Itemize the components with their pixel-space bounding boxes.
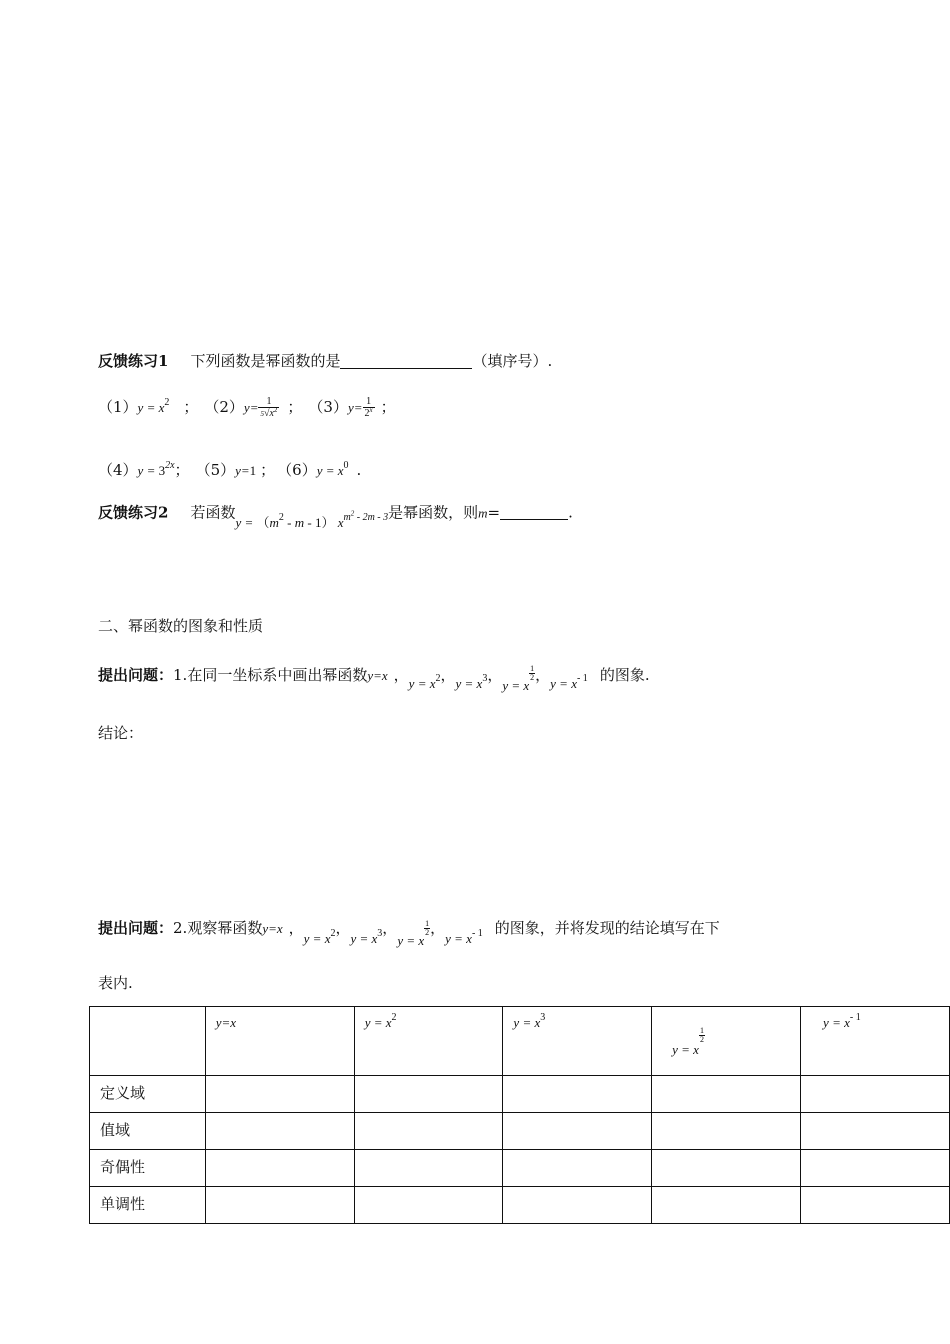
option-5-label: （5） [195,461,236,479]
question-1-text: 1.在同一坐标系中画出幂函数 [173,666,368,684]
end-period: . [356,461,362,479]
separator: ； [260,461,276,479]
question-2-tail: 的图象，并将发现的结论填写在下 [494,919,720,937]
exercise-2-end: . [568,503,573,522]
header-y-x-inverse: $y = x^{- 1}$ [801,1007,950,1076]
table-cell[interactable] [503,1187,652,1224]
formula-x-inverse: $y = x^{- 1}$ [550,673,588,691]
table-cell[interactable] [652,1076,801,1113]
table-row [90,1076,950,1113]
table-cell[interactable] [652,1187,801,1224]
exercise-1-options-row-1 [98,396,396,421]
option-3-formula: y= [347,400,363,415]
table-cell[interactable] [503,1113,652,1150]
table-cell[interactable] [205,1113,354,1150]
conclusion-label: 结论： [98,724,144,742]
row-label-parity: 奇偶性 [90,1150,206,1187]
table-cell[interactable] [354,1113,503,1150]
row-label-monotonicity: 单调性 [90,1187,206,1224]
question-2-text: 2.观察幂函数 [173,919,263,937]
row-label-domain: 定义域 [90,1076,206,1113]
table-cell[interactable] [801,1187,950,1224]
row-label-range: 值域 [90,1113,206,1150]
table-cell[interactable] [503,1150,652,1187]
option-4-label: （4） [98,461,138,479]
table-cell[interactable] [354,1150,503,1187]
option-1-label: （1） [98,398,138,416]
formula-x3: $y = x^3$ [350,928,383,946]
header-y-x: y=x [205,1007,354,1076]
question-1: 提出问题：1.在同一坐标系中画出幂函数y=x ，$y = x^2$，$y = x^3$，y = x $\frac{1}{2}$ ，$y = x^{- 1}$ 的图象. [98,664,650,693]
option-5-formula: y=1 [235,463,257,478]
header-y-x2: $y = x^2$ [354,1007,503,1076]
table-cell[interactable] [503,1076,652,1113]
table-cell[interactable] [354,1187,503,1224]
formula-x-half: y = x $\frac{1}{2}$ [502,664,535,693]
properties-table [89,1006,950,1224]
separator: ； [183,398,199,416]
table-cell[interactable] [205,1076,354,1113]
separator: ； [287,398,303,416]
formula-x-half: y = x $\frac{1}{2}$ [397,919,430,948]
header-y-x-half: y = x $\frac{1}{2}$ [652,1007,801,1076]
option-2-formula: y= [243,400,259,415]
section-heading: 二、幂函数的图象和性质 [98,617,264,635]
exercise-2-variable: m [478,505,488,521]
table-cell[interactable] [652,1113,801,1150]
question-2-continuation: 表内. [98,974,133,992]
table-row [90,1113,950,1150]
formula-y-x: y=x [262,921,283,936]
question-2: 提出问题：2.观察幂函数y=x ，$y = x^2$，$y = x^3$，y = x $\frac{1}{2}$ ，$y = x^{- 1}$ 的图象，并将发现的结论填写在下 [98,919,720,948]
table-row [90,1150,950,1187]
exercise-2-label: 反馈练习2 [98,503,169,522]
table-cell[interactable] [801,1076,950,1113]
option-6-label: （6） [277,461,317,479]
table-cell[interactable] [354,1076,503,1113]
exercise-2-prompt [98,500,573,531]
table-cell[interactable] [652,1150,801,1187]
question-1-tail: 的图象. [599,666,650,684]
exercise-1-options-row-2 [98,459,361,484]
table-header-row [90,1007,950,1076]
table-row [90,1187,950,1224]
formula-x2: $y = x^2$ [408,673,441,691]
formula-x2: $y = x^2$ [303,928,336,946]
option-1-formula: $y = x^2$ [137,397,170,415]
option-3-label: （3） [308,398,348,416]
exercise-1-prompt [98,350,552,372]
exercise-2-question: 若函数 [190,503,236,522]
option-3-fraction: $\frac{1}{2^x}$ [364,396,373,419]
question-2-label: 提出问题： [98,919,174,937]
exercise-2-tail: 是幂函数，则 [388,503,479,522]
table-cell[interactable] [205,1187,354,1224]
separator: ； [174,461,190,479]
option-4-formula: $y = 3^{2x}$ [137,460,175,478]
option-2-fraction: $\frac{1}{5√x^2}$ [260,396,278,419]
formula-x3: $y = x^3$ [455,673,488,691]
exercise-1-question: 下列函数是幂函数的是 [190,352,341,370]
exercise-2-equals: = [487,503,501,522]
formula-y-x: y=x [367,668,388,683]
exercise-2-answer-blank[interactable] [500,505,568,520]
separator: ； [380,398,396,416]
exercise-1-answer-blank[interactable] [340,354,472,369]
exercise-1-label: 反馈练习1 [98,352,169,370]
question-1-label: 提出问题： [98,666,174,684]
table-cell[interactable] [801,1150,950,1187]
table-cell[interactable] [801,1113,950,1150]
exercise-2-formula: $y = (m^2 - m - 1)$ $x^{m^2 - 2m - 3}$ [235,510,389,531]
formula-x-inverse: $y = x^{- 1}$ [445,928,483,946]
option-2-label: （2） [204,398,244,416]
option-6-formula: $y = x^0$ [316,460,349,478]
header-y-x3: $y = x^3$ [503,1007,652,1076]
header-empty-cell [90,1007,206,1076]
table-cell[interactable] [205,1150,354,1187]
exercise-1-suffix: （填序号）. [472,352,553,370]
